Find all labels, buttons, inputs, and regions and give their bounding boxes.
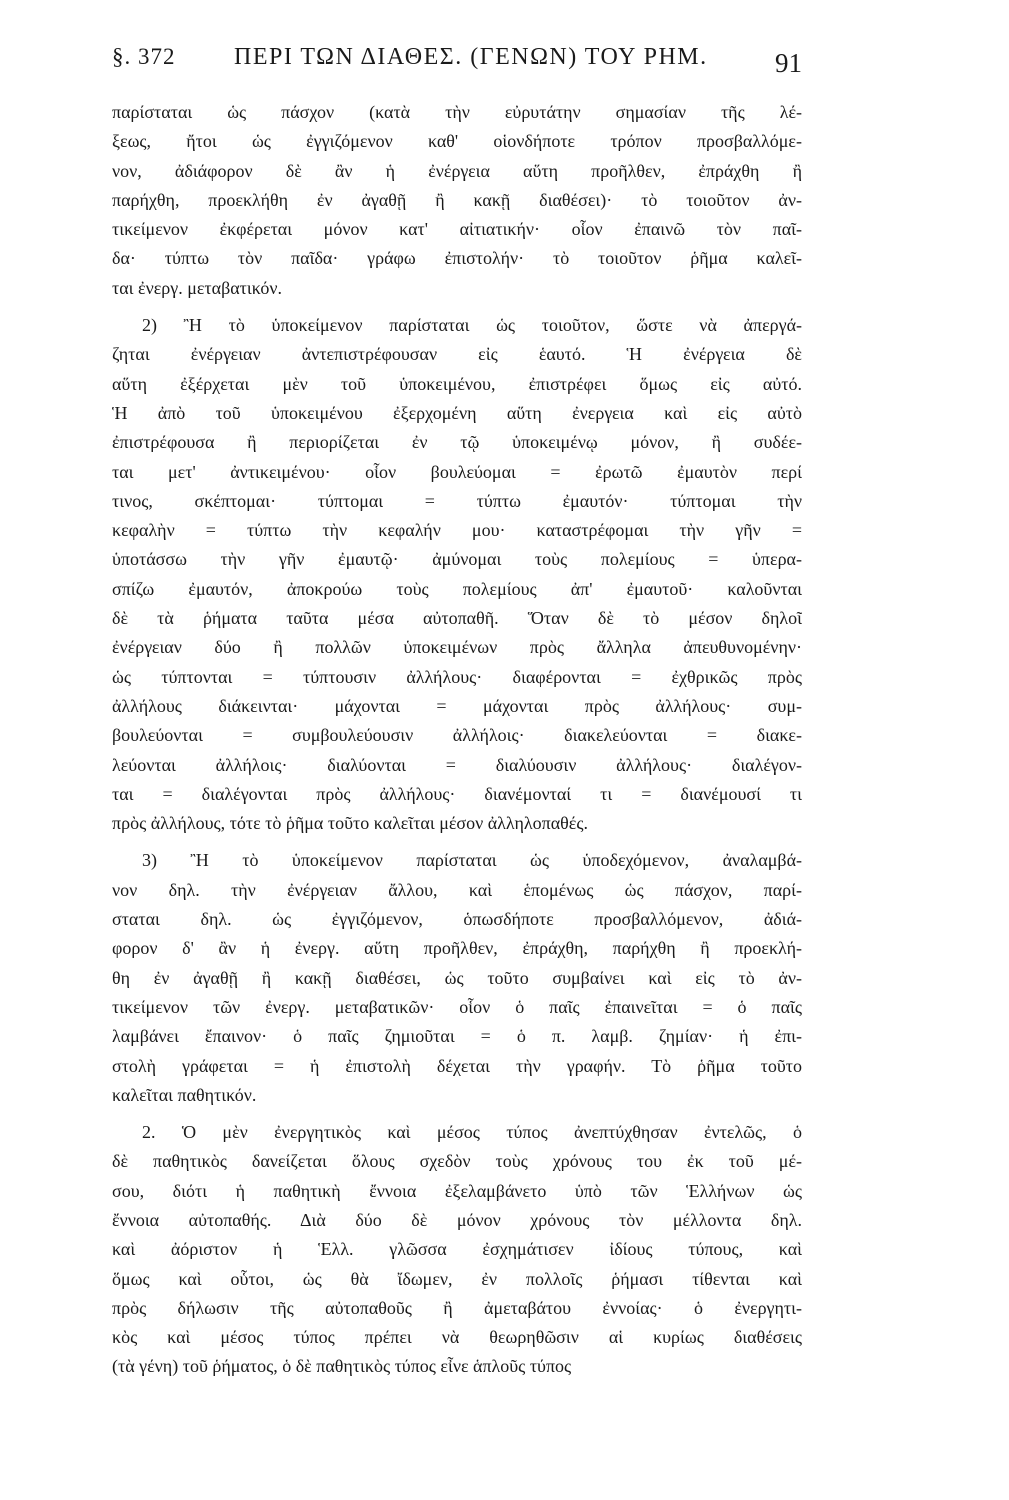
text-line: ται = διαλέγονται πρὸς ἀλλήλους· διανέμονταί τι = διανέμουσί τι: [112, 783, 802, 804]
text-line: ἔννοια αὐτοπαθής. Διὰ δύο δὲ μόνον χρόνους τὸν μέλλοντα δηλ.: [112, 1209, 802, 1230]
paragraph: [112, 1118, 802, 1382]
text-line: στολὴ γράφεται = ἡ ἐπιστολὴ δέχεται τὴν γραφήν. Τὸ ῥῆμα τοῦτο: [112, 1055, 802, 1076]
text-line: κὸς καὶ μέσος τύπος πρέπει νὰ θεωρηθῶσιν αἱ κυρίως διαθέσεις: [112, 1327, 802, 1348]
text-line: καὶ ἀόριστον ἡ Ἑλλ. γλῶσσα ἐσχημάτισεν ἰδίους τύπους, καὶ: [112, 1239, 802, 1260]
text-line: αὕτη ἐξέρχεται μὲν τοῦ ὑποκειμένου, ἐπιστρέφει ὅμως εἰς αὐτό.: [112, 373, 802, 394]
text-line: ται ἐνεργ. μεταβατικόν.: [112, 277, 283, 298]
text-line: ἐπιστρέφουσα ἢ περιορίζεται ἐν τῷ ὑποκειμένῳ μόνον, ἢ συδέε-: [112, 432, 802, 453]
text-line: νον δηλ. τὴν ἐνέργειαν ἄλλου, καὶ ἑπομένως ὡς πάσχον, παρί-: [112, 879, 802, 900]
section-number: §. 372: [112, 44, 176, 69]
text-line: σπίζω ἐμαυτόν, ἀποκρούω τοὺς πολεμίους ἀπ' ἐμαυτοῦ· καλοῦνται: [112, 578, 802, 599]
text-line: τικείμενον τῶν ἐνεργ. μεταβατικῶν· οἷον ὁ παῖς ἐπαινεῖται = ὁ παῖς: [112, 996, 802, 1017]
text-line: σταται δηλ. ὡς ἐγγιζόμενον, ὁπωσδήποτε προσβαλλόμενον, ἀδιά-: [112, 909, 802, 930]
text-line: κεφαλὴν = τύπτω τὴν κεφαλήν μου· καταστρέφομαι τὴν γῆν =: [112, 520, 802, 541]
text-line: νον, ἀδιάφορον δὲ ἂν ἡ ἐνέργεια αὕτη προῆλθεν, ἐπράχθη ἢ: [112, 160, 802, 181]
text-line: ἀλλήλους διάκεινται· μάχονται = μάχονται πρὸς ἀλλήλους· συμ-: [112, 695, 802, 716]
text-line: βουλεύονται = συμβουλεύουσιν ἀλλήλοις· διακελεύονται = διακε-: [112, 725, 802, 746]
text-line: ἐνέργειαν δύο ἢ πολλῶν ὑποκειμένων πρὸς ἄλληλα ἀπευθυνομένην·: [112, 637, 802, 658]
paragraph: [112, 311, 802, 838]
text-line: ὡς τύπτονται = τύπτουσιν ἀλλήλους· διαφέρονται = ἐχθρικῶς πρὸς: [112, 666, 802, 687]
text-line: δὲ παθητικὸς δανείζεται ὅλους σχεδὸν τοὺς χρόνους του ἐκ τοῦ μέ-: [112, 1151, 802, 1172]
text-line: λαμβάνει ἔπαινον· ὁ παῖς ζημιοῦται = ὁ π. λαμβ. ζημίαν· ἡ ἐπι-: [112, 1026, 802, 1047]
text-line: σου, διότι ἡ παθητικὴ ἔννοια ἐξελαμβάνετο ὑπὸ τῶν Ἑλλήνων ὡς: [112, 1180, 802, 1201]
text-line: πρὸς δήλωσιν τῆς αὐτοπαθοῦς ἢ ἀμεταβάτου ἐννοίας· ὁ ἐνεργητι-: [112, 1297, 802, 1318]
text-line: πρὸς ἀλλήλους, τότε τὸ ῥῆμα τοῦτο καλεῖται μέσον ἀλληλοπαθές.: [112, 813, 588, 834]
running-header: [112, 44, 802, 84]
text-line: ὅμως καὶ οὗτοι, ὡς θὰ ἴδωμεν, ἐν πολλοῖς ῥήμασι τίθενται καὶ: [112, 1268, 802, 1289]
text-line: καλεῖται παθητικόν.: [112, 1084, 257, 1105]
text-line: ται μετ' ἀντικειμένου· οἷον βουλεύομαι = ἐρωτῶ ἐμαυτὸν περί: [112, 461, 802, 482]
text-line: (τὰ γένη) τοῦ ῥήματος, ὁ δὲ παθητικὸς τύπος εἶνε ἁπλοῦς τύπος: [112, 1356, 572, 1377]
text-line: τινος, σκέπτομαι· τύπτομαι = τύπτω ἐμαυτόν· τύπτομαι τὴν: [112, 490, 802, 511]
text-line: λεύονται ἀλλήλοις· διαλύονται = διαλύουσιν ἀλλήλους· διαλέγον-: [112, 754, 802, 775]
running-title: ΠΕΡΙ ΤΩΝ ΔΙΑΘΕΣ. (ΓΕΝΩΝ) ΤΟΥ ΡΗΜ.: [234, 44, 708, 70]
text-line: 3) Ἢ τὸ ὑποκείμενον παρίσταται ὡς ὑποδεχόμενον, ἀναλαμβά-: [142, 850, 802, 871]
text-line: φορον δ' ἂν ἡ ἐνεργ. αὕτη προῆλθεν, ἐπράχθη, παρήχθη ἢ προεκλή-: [112, 938, 802, 959]
text-line: παρίσταται ὡς πάσχον (κατὰ τὴν εὐρυτάτην σημασίαν τῆς λέ-: [112, 102, 802, 122]
text-line: δα· τύπτω τὸν παῖδα· γράφω ἐπιστολήν· τὸ τοιοῦτον ῥῆμα καλεῖ-: [112, 248, 802, 269]
text-line: θη ἐν ἀγαθῇ ἢ κακῇ διαθέσει, ὡς τοῦτο συμβαίνει καὶ εἰς τὸ ἀν-: [112, 967, 802, 988]
text-line: ξεως, ἤτοι ὡς ἐγγιζόμενον καθ' οἱονδήποτε τρόπον προσβαλλόμε-: [112, 131, 802, 152]
page-number: 91: [775, 48, 802, 78]
text-line: ὑποτάσσω τὴν γῆν ἐμαυτῷ· ἀμύνομαι τοὺς πολεμίους = ὑπερα-: [112, 549, 802, 570]
text-line: δὲ τὰ ῥήματα ταῦτα μέσα αὐτοπαθῆ. Ὅταν δὲ τὸ μέσον δηλοῖ: [112, 608, 802, 629]
text-line: Ἡ ἀπὸ τοῦ ὑποκειμένου ἐξερχομένη αὕτη ἐνεργεια καὶ εἰς αὐτὸ: [112, 402, 802, 423]
body-text: [112, 98, 802, 1390]
paragraph: [112, 846, 802, 1110]
paragraph: [112, 98, 802, 303]
text-line: παρήχθη, προεκλήθη ἐν ἀγαθῇ ἢ κακῇ διαθέσει)· τὸ τοιοῦτον ἀν-: [112, 189, 802, 210]
text-line: 2) Ἢ τὸ ὑποκείμενον παρίσταται ὡς τοιοῦτον, ὥστε νὰ ἀπεργά-: [142, 315, 802, 336]
text-line: τικείμενον ἐκφέρεται μόνον κατ' αἰτιατικήν· οἷον ἐπαινῶ τὸν παῖ-: [112, 219, 802, 240]
text-line: ζηται ἐνέργειαν ἀντεπιστρέφουσαν εἰς ἑαυτό. Ἡ ἐνέργεια δὲ: [112, 344, 802, 365]
text-line: 2. Ὁ μὲν ἐνεργητικὸς καὶ μέσος τύπος ἀνεπτύχθησαν ἐντελῶς, ὁ: [142, 1122, 802, 1143]
